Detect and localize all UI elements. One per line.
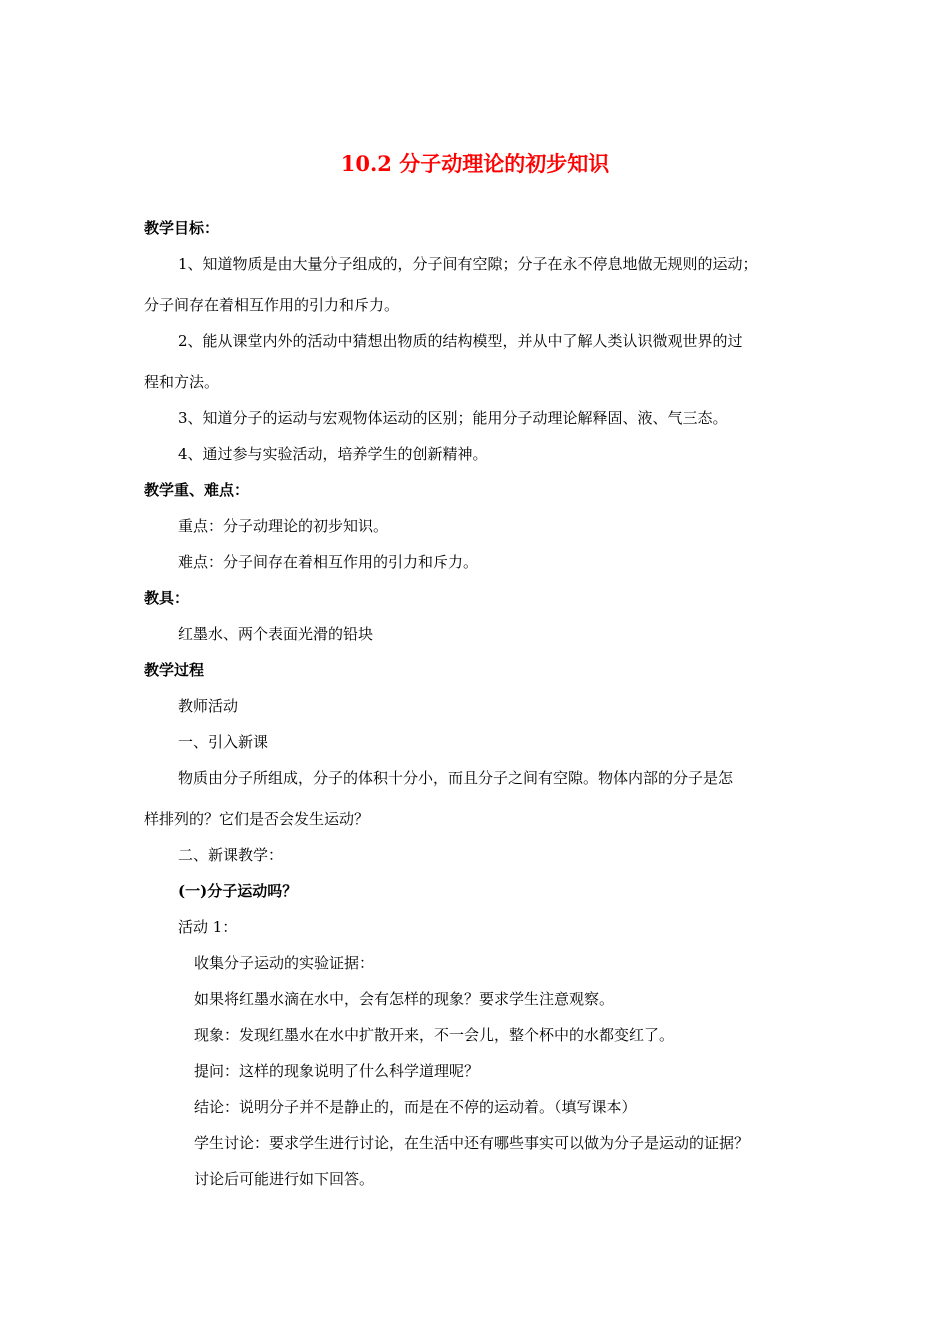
process-heading: 教学过程 — [144, 661, 205, 679]
student-discussion: 学生讨论：要求学生进行讨论，在生活中还有哪些事实可以做为分子是运动的证据？ — [194, 1134, 750, 1152]
goal-1-line-2: 分子间存在着相互作用的引力和斥力。 — [144, 296, 400, 314]
key-points-heading: 教学重、难点： — [144, 481, 250, 499]
subsection-molecule-motion: (一)分子运动吗？ — [178, 882, 298, 900]
phenomenon: 现象：发现红墨水在水中扩散开来，不一会儿，整个杯中的水都变红了。 — [194, 1026, 675, 1044]
section-intro-heading: 一、引入新课 — [178, 733, 269, 751]
goal-1-line-1: 1、知道物质是由大量分子组成的，分子间有空隙；分子在永不停息地做无规则的运动； — [178, 255, 758, 273]
activity-1-label: 活动 1： — [178, 918, 238, 936]
section-new-lesson-heading: 二、新课教学： — [178, 846, 284, 864]
intro-line-1: 物质由分子所组成，分子的体积十分小，而且分子之间有空隙。物体内部的分子是怎 — [178, 769, 734, 787]
goal-3: 3、知道分子的运动与宏观物体运动的区别；能用分子动理论解释固、液、气三态。 — [178, 409, 728, 427]
goal-4: 4、通过参与实验活动，培养学生的创新精神。 — [178, 445, 488, 463]
difficult-point: 难点：分子间存在着相互作用的引力和斥力。 — [178, 553, 479, 571]
intro-line-2: 样排列的？它们是否会发生运动？ — [144, 810, 370, 828]
ask: 提问：这样的现象说明了什么科学道理呢？ — [194, 1062, 480, 1080]
collect-evidence: 收集分子运动的实验证据： — [194, 954, 375, 972]
key-point: 重点：分子动理论的初步知识。 — [178, 517, 389, 535]
conclusion: 结论：说明分子并不是静止的，而是在不停的运动着。（填写课本） — [194, 1098, 637, 1116]
discussion-answer: 讨论后可能进行如下回答。 — [194, 1170, 375, 1188]
goals-heading: 教学目标： — [144, 219, 220, 237]
observation-question: 如果将红墨水滴在水中，会有怎样的现象？要求学生注意观察。 — [194, 990, 615, 1008]
teacher-activity-label: 教师活动 — [178, 697, 239, 715]
tools-heading: 教具： — [144, 589, 190, 607]
page-title: 10.2 分子动理论的初步知识 — [340, 151, 610, 176]
tools-list: 红墨水、两个表面光滑的铅块 — [178, 625, 374, 643]
goal-2-line-2: 程和方法。 — [144, 373, 220, 391]
goal-2-line-1: 2、能从课堂内外的活动中猜想出物质的结构模型，并从中了解人类认识微观世界的过 — [178, 332, 743, 350]
